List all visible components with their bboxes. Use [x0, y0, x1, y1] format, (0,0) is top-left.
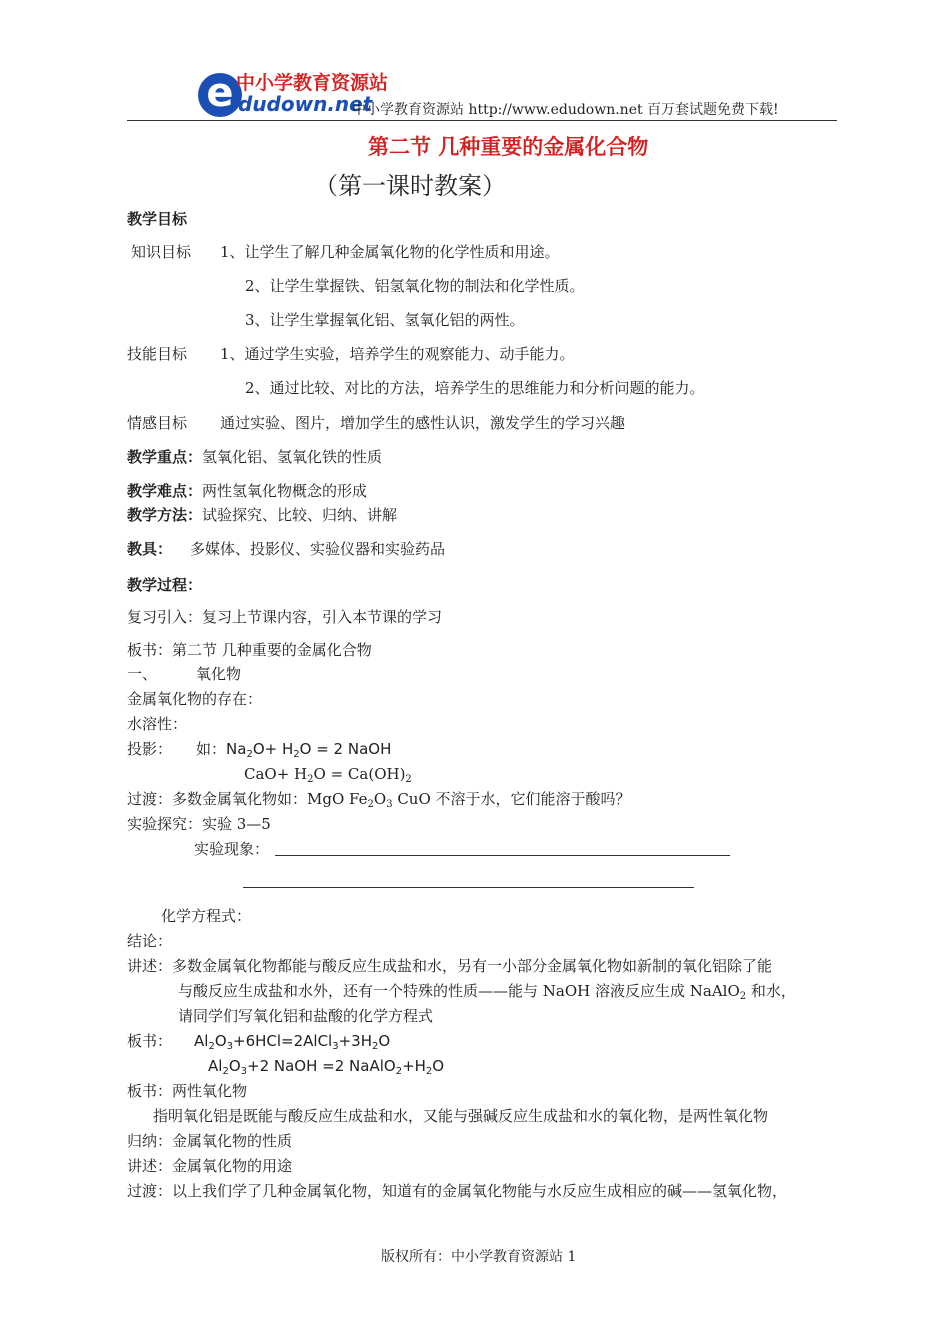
difficulty-text: 两性氢氧化物概念的形成 — [202, 482, 368, 500]
board-line-3: 板书：两性氧化物 — [127, 1082, 248, 1100]
transition-line-2: 过渡：以上我们学了几种金属氧化物，知道有的金属氧化物能与水反应生成相应的碱——氢氧化物， — [127, 1182, 788, 1200]
amphoteric-definition: 指明氧化铝是既能与酸反应生成盐和水，又能与强碱反应生成盐和水的氧化物，是两性氧化物 — [153, 1107, 769, 1125]
knowledge-goal-1: 1、让学生了解几种金属氧化物的化学性质和用途。 — [220, 243, 560, 261]
emotion-goal: 通过实验、图片，增加学生的感性认识，激发学生的学习兴趣 — [220, 414, 626, 432]
skill-goal-1: 1、通过学生实验，培养学生的观察能力、动手能力。 — [220, 345, 575, 363]
emotion-goal-label: 情感目标 — [127, 414, 188, 432]
solubility-line: 水溶性： — [127, 715, 188, 733]
tools-label: 教具： — [127, 540, 173, 558]
logo-domain-text: dudown.net — [238, 92, 373, 116]
lecture-line-1: 讲述：多数金属氧化物都能与酸反应生成盐和水，另有一小部分金属氧化物如新制的氧化铝除了能 — [127, 957, 773, 975]
header-divider — [127, 120, 837, 121]
tools — [127, 539, 445, 559]
existence-line: 金属氧化物的存在： — [127, 690, 263, 708]
goals-heading: 教学目标 — [127, 210, 188, 228]
tools-text: 多媒体、投影仪、实验仪器和实验药品 — [190, 540, 446, 558]
transition-line-1: 过渡：多数金属氧化物如：MgO $Fe_2O_3$ CuO 不溶于水，它们能溶于酸吗？ — [127, 790, 631, 810]
key-point-label: 教学重点： — [127, 448, 203, 466]
equation-2: $CaO+ H_2O = Ca(OH)_2$ — [244, 765, 412, 785]
equation-label: 化学方程式： — [161, 907, 252, 925]
experiment-line: 实验探究：实验 3—5 — [127, 815, 271, 833]
equation-3: $Al_2O_3+6HCl=2AlCl_3+3H_2O$ — [194, 1032, 391, 1052]
method-text: 试验探究、比较、归纳、讲解 — [202, 506, 398, 524]
logo-chinese-text: 中小学教育资源站 — [236, 72, 389, 94]
key-point — [127, 447, 382, 467]
method — [127, 505, 397, 525]
skill-goal-2: 2、通过比较、对比的方法，培养学生的思维能力和分析问题的能力。 — [245, 379, 705, 397]
board-label-2: 板书： — [127, 1032, 173, 1050]
answer-blank-line-2 — [243, 887, 694, 888]
method-label: 教学方法： — [127, 506, 203, 524]
board-line-1: 板书：第二节 几种重要的金属化合物 — [127, 641, 372, 659]
knowledge-goal-2: 2、让学生掌握铁、铝氢氧化物的制法和化学性质。 — [245, 277, 585, 295]
summary-line: 归纳：金属氧化物的性质 — [127, 1132, 293, 1150]
knowledge-goal-3: 3、让学生掌握氧化铝、氢氧化铝的两性。 — [245, 311, 525, 329]
oxide-number: 一、 — [127, 665, 158, 683]
logo-e-icon: e — [198, 73, 242, 117]
key-point-text: 氢氧化铝、氢氧化铁的性质 — [202, 448, 383, 466]
process-heading: 教学过程： — [127, 576, 203, 594]
review-line: 复习引入：复习上节课内容，引入本节课的学习 — [127, 608, 443, 626]
phenomenon-label: 实验现象： — [194, 840, 270, 858]
skill-goal-label: 技能目标 — [127, 345, 188, 363]
lecture-line-4: 讲述：金属氧化物的用途 — [127, 1157, 293, 1175]
equation-4: $Al_2O_3+2$ NaOH =2 $NaAlO_2+H_2O$ — [208, 1057, 445, 1077]
oxide-heading: 氧化物 — [196, 665, 242, 683]
page-title: 第二节 几种重要的金属化合物 — [368, 135, 649, 159]
header-tagline: 中小学教育资源站 http://www.edudown.net 百万套试题免费下载! — [352, 102, 779, 118]
knowledge-goal-label: 知识目标 — [131, 243, 192, 261]
difficulty — [127, 481, 367, 501]
projection-label: 投影： — [127, 740, 173, 758]
lecture-line-2: 与酸反应生成盐和水外，还有一个特殊的性质——能与 NaOH 溶液反应生成 NaAlO$_2$ 和水， — [178, 982, 796, 1002]
equation-1: 如：$Na_2O+ H_2O = 2$ NaOH — [196, 740, 392, 760]
page-subtitle: （第一课时教案） — [314, 172, 506, 200]
lecture-line-3: 请同学们写氧化铝和盐酸的化学方程式 — [178, 1007, 434, 1025]
answer-blank-line-1 — [275, 855, 730, 856]
page-footer: 版权所有：中小学教育资源站 1 — [381, 1249, 577, 1265]
difficulty-label: 教学难点： — [127, 482, 203, 500]
conclusion-line: 结论： — [127, 932, 173, 950]
